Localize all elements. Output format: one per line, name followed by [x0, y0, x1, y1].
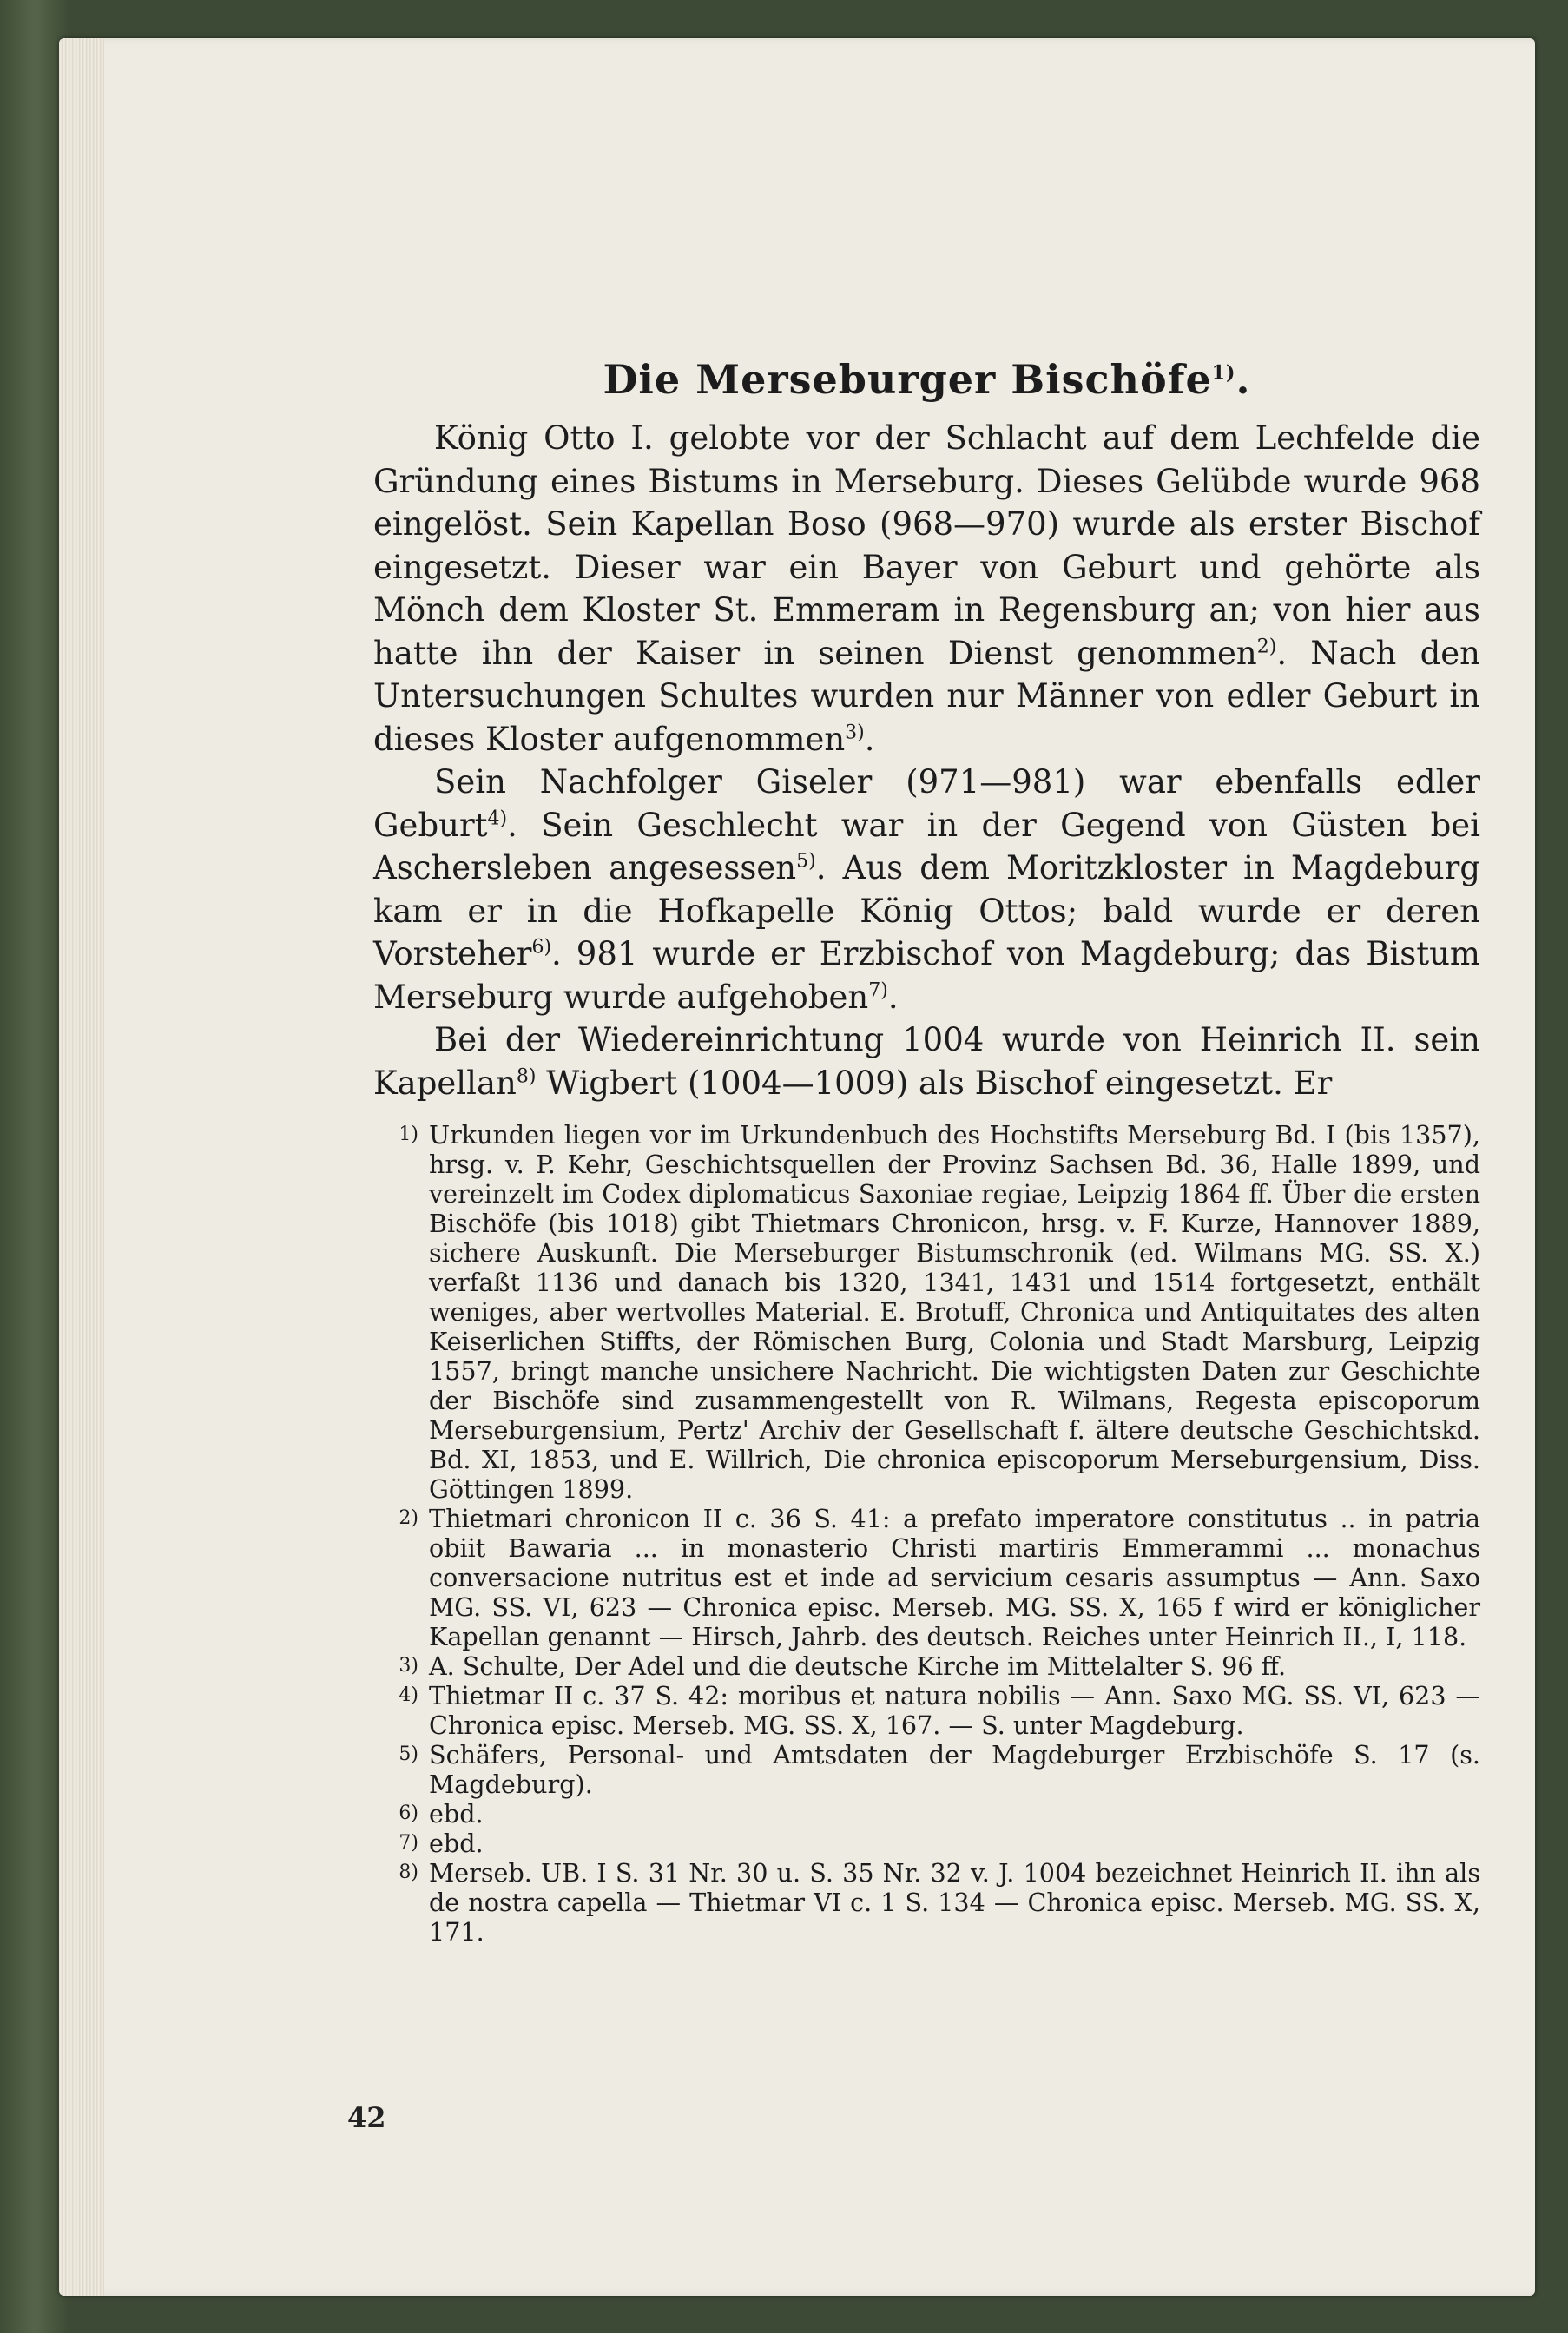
paragraph-3: Bei der Wiedereinrichtung 1004 wurde von Heinrich II. sein Kapellan$^{8)}$ Wigbert (1004—1009) als Bischof eingesetzt. Er — [373, 1021, 1480, 1102]
footnote-ref: 5) — [796, 850, 816, 873]
footnote-ref: 2) — [1256, 636, 1277, 658]
footnote: 5) Schäfers, Personal- und Amtsdaten der Magdeburger Erzbischöfe S. 17 (s. Magdeburg). — [399, 1740, 1480, 1799]
footnote-ref: 7) — [868, 979, 888, 1002]
footnote-ref: 8) — [516, 1065, 537, 1088]
page-edge — [59, 38, 104, 2296]
body-text — [373, 417, 1480, 1104]
footnote: 2) Thietmari chronicon II c. 36 S. 41: a prefato imperatore constitutus .. in patria obiit Bawaria ... in monasterio Christi martiris Emmerammi ... monachus conversacione nutritus est et inde ad servicium cesaris assumptus — Ann. Saxo MG. SS. VI, 623 — Chronica episc. Merseb. MG. SS. X, 165 f wird er königlicher Kapellan genannt — Hirsch, Jahrb. des deutsch. Reiches unter Heinrich II., I, 118. — [399, 1504, 1480, 1651]
footnote-ref: 4) — [487, 807, 508, 830]
footnote: 7) ebd. — [399, 1829, 484, 1858]
footnotes — [373, 1120, 1480, 1947]
footnote: 1) Urkunden liegen vor im Urkundenbuch des Hochstifts Merseburg Bd. I (bis 1357), hrsg. v. P. Kehr, Geschichtsquellen der Provinz Sachsen Bd. 36, Halle 1899, und vereinzelt im Codex diplomaticus Saxoniae regiae, Leipzig 1864 ff. Über die ersten Bischöfe (bis 1018) gibt Thietmars Chronicon, hrsg. v. F. Kurze, Hannover 1889, sichere Auskunft. Die Merseburger Bistumschronik (ed. Wilmans MG. SS. X.) verfaßt 1136 und danach bis 1320, 1341, 1431 und 1514 fortgesetzt, enthält weniges, aber wertvolles Material. E. Brotuff, Chronica und Antiquitates des alten Keiserlichen Stiffts, der Römischen Burg, Colonia und Stadt Marsburg, Leipzig 1557, bringt manche unsichere Nachricht. Die wichtigsten Daten zur Geschichte der Bischöfe sind zusammengestellt von R. Wilmans, Regesta episcoporum Merseburgensium, Pertz' Archiv der Gesellschaft f. ältere deutsche Geschichtskd. Bd. XI, 1853, und E. Willrich, Die chronica episcoporum Merseburgensium, Diss. Göttingen 1899. — [399, 1120, 1480, 1504]
footnote: 3) A. Schulte, Der Adel und die deutsche Kirche im Mittelalter S. 96 ff. — [399, 1651, 1287, 1681]
paragraph-2: Sein Nachfolger Giseler (971—981) war ebenfalls edler Geburt$^{4)}$. Sein Geschlecht war in der Gegend von Güsten bei Aschersleben angesessen$^{5)}$. Aus dem Moritzkloster in Magdeburg kam er in die Hofkapelle König Ottos; bald wurde er deren Vorsteher$^{6)}$. 981 wurde er Erzbischof von Magdeburg; das Bistum Merseburg wurde aufgehoben$^{7)}$. — [373, 763, 1480, 1016]
footnote-ref: 6) — [531, 936, 552, 959]
page-number: 42 — [347, 2101, 386, 2134]
footnote: 8) Merseb. UB. I S. 31 Nr. 30 u. S. 35 Nr. 32 v. J. 1004 bezeichnet Heinrich II. ihn als de nostra capella — Thietmar VI c. 1 S. 134 — Chronica episc. Merseb. MG. SS. X, 171. — [399, 1858, 1480, 1947]
paragraph-1: König Otto I. gelobte vor der Schlacht auf dem Lechfelde die Gründung eines Bistums in Merseburg. Dieses Gelübde wurde 968 eingelöst. Sein Kapellan Boso (968—970) wurde als erster Bischof eingesetzt. Dieser war ein Bayer von Geburt und gehörte als Mönch dem Kloster St. Emmeram in Regensburg an; von hier aus hatte ihn der Kaiser in seinen Dienst genommen$^{2)}$. Nach den Untersuchungen Schultes wurden nur Männer von edler Geburt in dieses Kloster aufgenommen$^{3)}$. — [373, 419, 1480, 758]
title-footnote-ref: 1) — [1211, 361, 1236, 385]
footnote: 4) Thietmar II c. 37 S. 42: moribus et natura nobilis — Ann. Saxo MG. SS. VI, 623 — Chronica episc. Merseb. MG. SS. X, 167. — S. unter Magdeburg. — [399, 1681, 1480, 1740]
footnote-ref: 3) — [845, 722, 865, 744]
page-content — [373, 356, 1480, 1947]
title-text: Die Merseburger Bischöfe — [603, 356, 1212, 403]
page-title: Die Merseburger Bischöfe$^{1)}$. — [603, 356, 1251, 403]
footnote: 6) ebd. — [399, 1799, 484, 1829]
